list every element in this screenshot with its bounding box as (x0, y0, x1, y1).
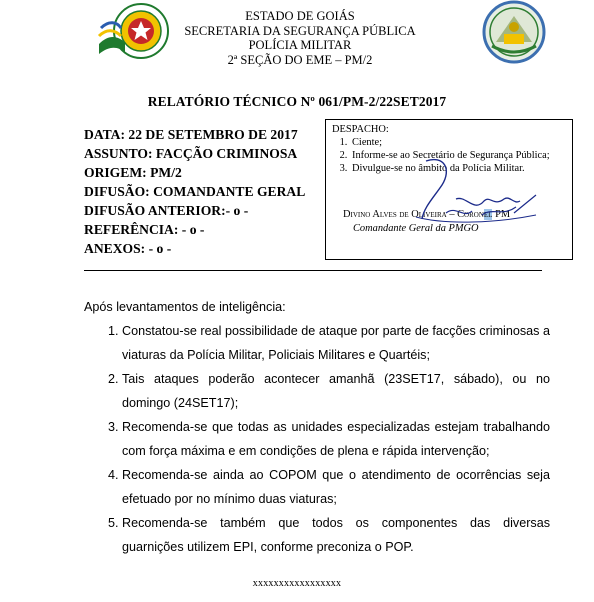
footer-marker: xxxxxxxxxxxxxxxxx (252, 578, 342, 589)
field-referencia: REFERÊNCIA: - o - (84, 222, 205, 237)
policia-militar-crest-icon (478, 0, 550, 64)
signer-name-tail: PM (492, 209, 511, 220)
signer-name-main: Divino Alves de Oliveira – Coron (343, 209, 484, 220)
header-line-police: POLÍCIA MILITAR (248, 38, 352, 52)
despacho-item: 3. Divulgue-se no âmbito da Polícia Militar. (350, 162, 566, 175)
body-item-4: 4. Recomenda-se ainda ao COPOM que o atendimento de ocorrências seja efetuado por no mínimo duas viaturas; (122, 463, 550, 511)
despacho-item: 2. Informe-se ao Secretário de Segurança Pública; (350, 149, 566, 162)
header-line-section: 2ª SEÇÃO DO EME – PM/2 (227, 52, 373, 67)
header-line-secretariat: SECRETARIA DA SEGURANÇA PÚBLICA (184, 23, 416, 38)
report-title: RELATÓRIO TÉCNICO Nº 061/PM-2/22SET2017 (147, 94, 447, 109)
field-difusao: DIFUSÃO: COMANDANTE GERAL (84, 184, 306, 199)
report-body (84, 295, 550, 559)
field-origem: ORIGEM: PM/2 (84, 165, 182, 180)
header-line-state: ESTADO DE GOIÁS (245, 9, 355, 23)
signer-name-highlight: el (483, 209, 493, 220)
despacho-item: 1. Ciente; (350, 136, 566, 149)
field-data: DATA: 22 DE SETEMBRO DE 2017 (84, 127, 298, 142)
body-item-3: 3. Recomenda-se que todas as unidades especializadas estejam trabalhando com força máxima e em condições de plena e rápida intervenção; (122, 415, 550, 463)
despacho-list (332, 136, 566, 175)
report-fields (84, 125, 305, 258)
body-item-2: 2. Tais ataques poderão acontecer amanhã (23SET17, sábado), ou no domingo (24SET17); (122, 367, 550, 415)
section-divider (84, 270, 542, 271)
field-anexos: ANEXOS: - o - (84, 241, 172, 256)
signer-role: Comandante Geral da PMGO (353, 223, 479, 234)
despacho-box (325, 119, 573, 260)
despacho-title: DESPACHO: (332, 124, 389, 135)
field-difusao-anterior: DIFUSÃO ANTERIOR:- o - (84, 203, 249, 218)
header-block (150, 9, 450, 67)
body-item-5: 5. Recomenda-se também que todos os componentes das diversas guarnições utilizem EPI, conforme preconiza o POP. (122, 511, 550, 559)
body-intro: Após levantamentos de inteligência: (84, 300, 286, 314)
signer-name (343, 208, 510, 221)
body-list (84, 319, 550, 559)
body-item-1: 1. Constatou-se real possibilidade de ataque por parte de facções criminosas a viaturas da Polícia Militar, Policiais Militares e Quartéis; (122, 319, 550, 367)
field-assunto: ASSUNTO: FACÇÃO CRIMINOSA (84, 146, 298, 161)
